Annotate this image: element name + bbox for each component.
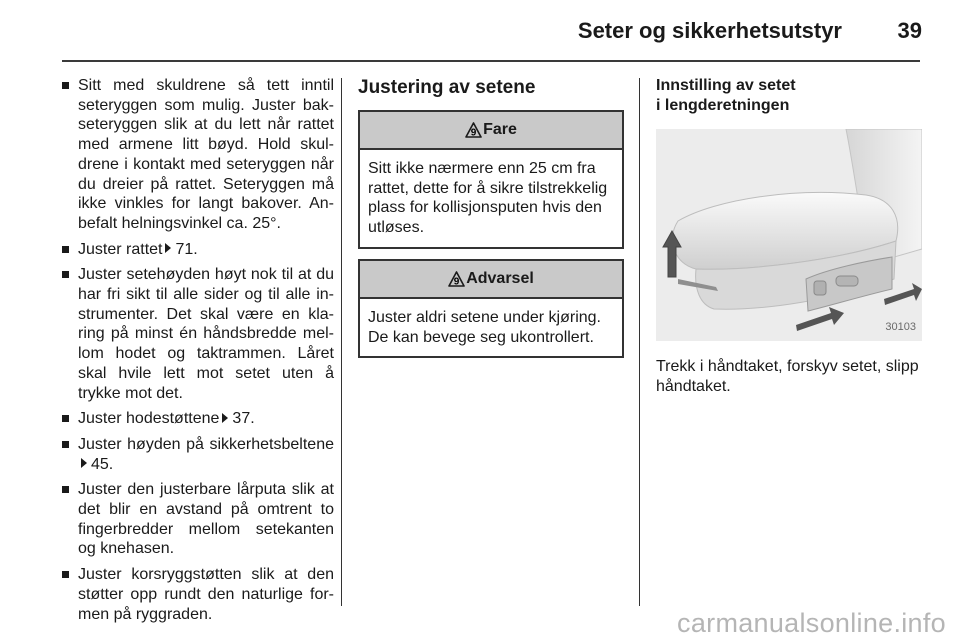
list-item: Juster hodestøttene 37. bbox=[62, 409, 334, 429]
svg-text:9: 9 bbox=[453, 276, 460, 287]
notice-body: Sitt ikke nærmere enn 25 cm fra rattet, dette for å sikre tilstrekkelig plass for kollisjonsputen hvis den utløses. bbox=[368, 160, 608, 237]
page-reference[interactable]: 71. bbox=[175, 240, 198, 258]
page-header bbox=[0, 0, 960, 62]
adjustment-bullet-list bbox=[62, 76, 334, 624]
danger-notice bbox=[358, 110, 624, 249]
page-reference-icon bbox=[165, 243, 171, 253]
watermark: carmanualsonline.info bbox=[677, 608, 946, 638]
seat-adjustment-figure bbox=[656, 129, 922, 341]
section-title: Justering av setene bbox=[358, 77, 536, 98]
middle-column bbox=[358, 76, 624, 368]
column-divider-left bbox=[341, 78, 342, 606]
header-rule bbox=[62, 60, 920, 62]
list-item: Juster den justerbare lårputa slik at det blir en avstand på omtrent to fingerbredder mellom setekanten og knehasen. bbox=[62, 480, 334, 559]
list-item: Juster rattet 71. bbox=[62, 240, 334, 260]
page-reference-icon bbox=[222, 413, 228, 423]
notice-header bbox=[360, 261, 622, 299]
list-item: Juster setehøyden høyt nok til at du har fri sikt til alle sider og til alle instrumenter. Det skal være en klaring på minst én håndsbredde mellom hodet og taktrammen. Låret skal hvile lett mot setet uten å trykke mot det. bbox=[62, 265, 334, 403]
page-title: Seter og sikkerhetsutstyr bbox=[577, 18, 842, 43]
notice-label: Fare bbox=[483, 121, 517, 139]
page-reference[interactable]: 37. bbox=[232, 410, 255, 428]
list-item: Juster korsryggstøtten slik at den støtter opp rundt den naturlige formen på ryggraden. bbox=[62, 565, 334, 624]
list-item: Sitt med skuldrene så tett inntil seteryggen som mulig. Juster bakseteryggen slik at du lett når rattet med armene litt bøyd. Hold skuldrene i kontakt med seteryggen når du dreier på rattet. Seteryggen må ikke vinkles for langt bakover. Anbefalt helningsvinkel ca. 25°. bbox=[62, 76, 334, 234]
left-column bbox=[62, 76, 334, 630]
figure-number: 30103 bbox=[885, 321, 916, 334]
warning-triangle-icon bbox=[448, 271, 465, 287]
page-number: 39 bbox=[897, 18, 922, 43]
page-reference-icon bbox=[81, 458, 87, 468]
subsection-heading: Innstilling av setet i lengderetningen bbox=[656, 77, 796, 114]
notice-body: Juster aldri setene under kjøring. De kan bevege seg ukontrollert. bbox=[368, 308, 601, 346]
warning-triangle-icon bbox=[465, 122, 482, 138]
svg-text:9: 9 bbox=[470, 127, 477, 138]
figure-caption: Trekk i håndtaket, forskyv setet, slipp håndtaket. bbox=[656, 358, 919, 395]
page-reference[interactable]: 45. bbox=[91, 455, 114, 473]
list-item: Juster høyden på sikkerhetsbeltene45. bbox=[62, 435, 334, 474]
notice-label: Advarsel bbox=[466, 269, 534, 287]
notice-header bbox=[360, 112, 622, 150]
seat-illustration bbox=[656, 129, 922, 341]
column-divider-right bbox=[639, 78, 640, 606]
warning-notice bbox=[358, 259, 624, 358]
right-column bbox=[656, 76, 922, 396]
